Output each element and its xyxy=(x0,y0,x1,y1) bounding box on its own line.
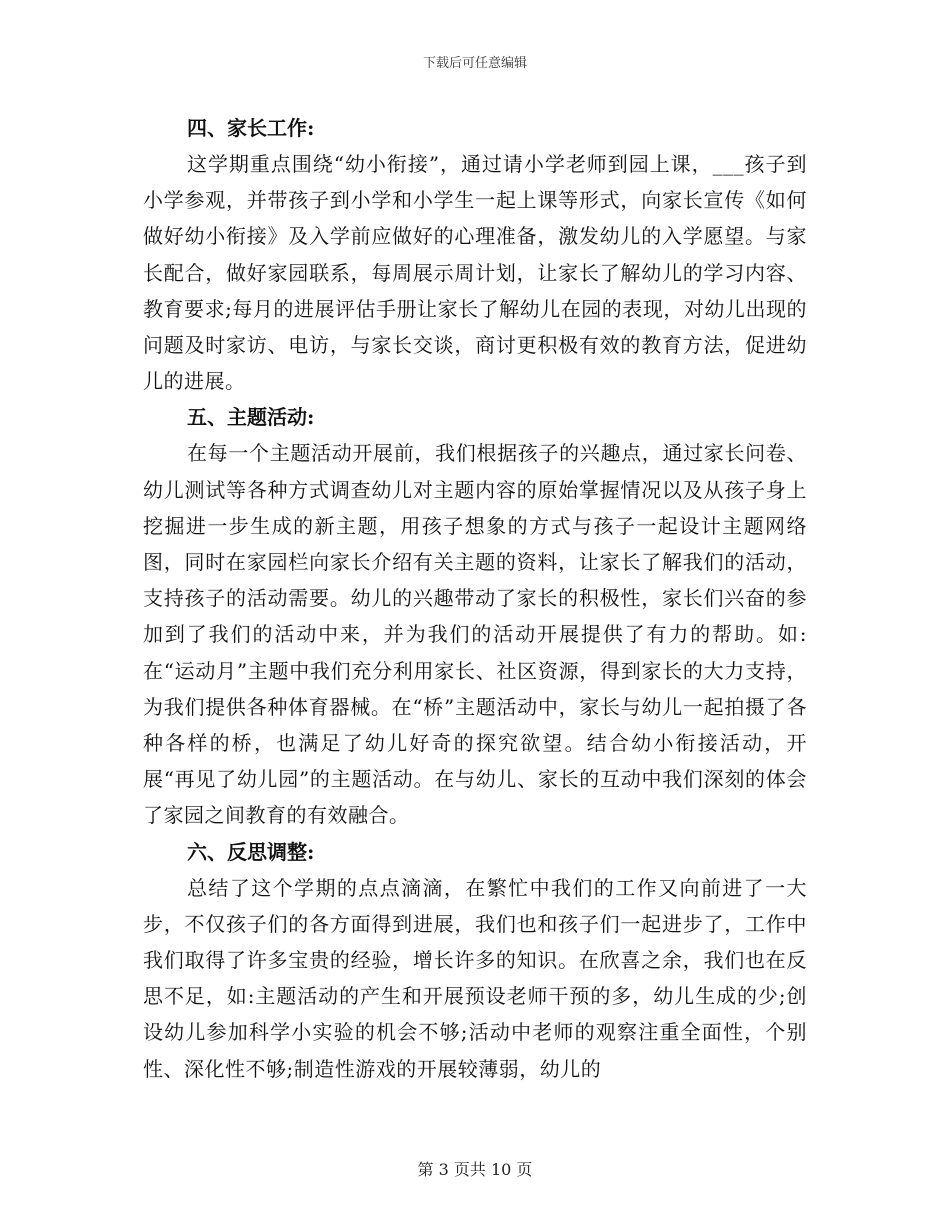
section-paragraph-theme-activities: 在每一个主题活动开展前，我们根据孩子的兴趣点，通过家长问卷、幼儿测试等各种方式调查幼儿对主题内容的原始掌握情况以及从孩子身上挖掘进一步生成的新主题，用孩子想象的方式与孩子一起设计主题网络图，同时在家园栏向家长介绍有关主题的资料，让家长了解我们的活动，支持孩子的活动需要。幼儿的兴趣带动了家长的积极性，家长们兴奋的参加到了我们的活动中来，并为我们的活动开展提供了有力的帮助。如:在“运动月”主题中我们充分利用家长、社区资源，得到家长的大力支持，为我们提供各种体育器械。在“桥”主题活动中，家长与幼儿一起拍摄了各种各样的桥，也满足了幼儿好奇的探究欲望。结合幼小衔接活动，开展“再见了幼儿园”的主题活动。在与幼儿、家长的互动中我们深刻的体会了家园之间教育的有效融合。 xyxy=(143,441,807,828)
section-paragraph-reflection: 总结了这个学期的点点滴滴，在繁忙中我们的工作又向前进了一大步，不仅孩子们的各方面得到进展，我们也和孩子们一起进步了，工作中我们取得了许多宝贵的经验，增长许多的知识。在欣喜之余，我们也在反思不足，如:主题活动的产生和开展预设老师干预的多，幼儿生成的少;创设幼儿参加科学小实验的机会不够;活动中老师的观察注重全面性，个别性、深化性不够;制造性游戏的开展较薄弱，幼儿的 xyxy=(143,875,807,1081)
section-paragraph-parent-work: 这学期重点围绕“幼小衔接”，通过请小学老师到园上课，___孩子到小学参观，并带孩子到小学和小学生一起上课等形式，向家长宣传《如何做好幼小衔接》及入学前应做好的心理准备，激发幼儿的入学愿望。与家长配合，做好家园联系，每周展示周计划，让家长了解幼儿的学习内容、教育要求;每月的进展评估手册让家长了解幼儿在园的表现，对幼儿出现的问题及时家访、电访，与家长交谈，商讨更积极有效的教育方法，促进幼儿的进展。 xyxy=(143,152,807,394)
section-heading-theme-activities: 五、主题活动: xyxy=(187,405,315,430)
section-heading-parent-work: 四、家长工作: xyxy=(187,116,315,140)
page-header-note: 下载后可任意编辑 xyxy=(422,56,527,71)
section-heading-reflection: 六、反思调整: xyxy=(187,839,315,864)
page-number: 第 3 页共 10 页 xyxy=(417,1160,533,1179)
document-body xyxy=(143,110,807,1087)
